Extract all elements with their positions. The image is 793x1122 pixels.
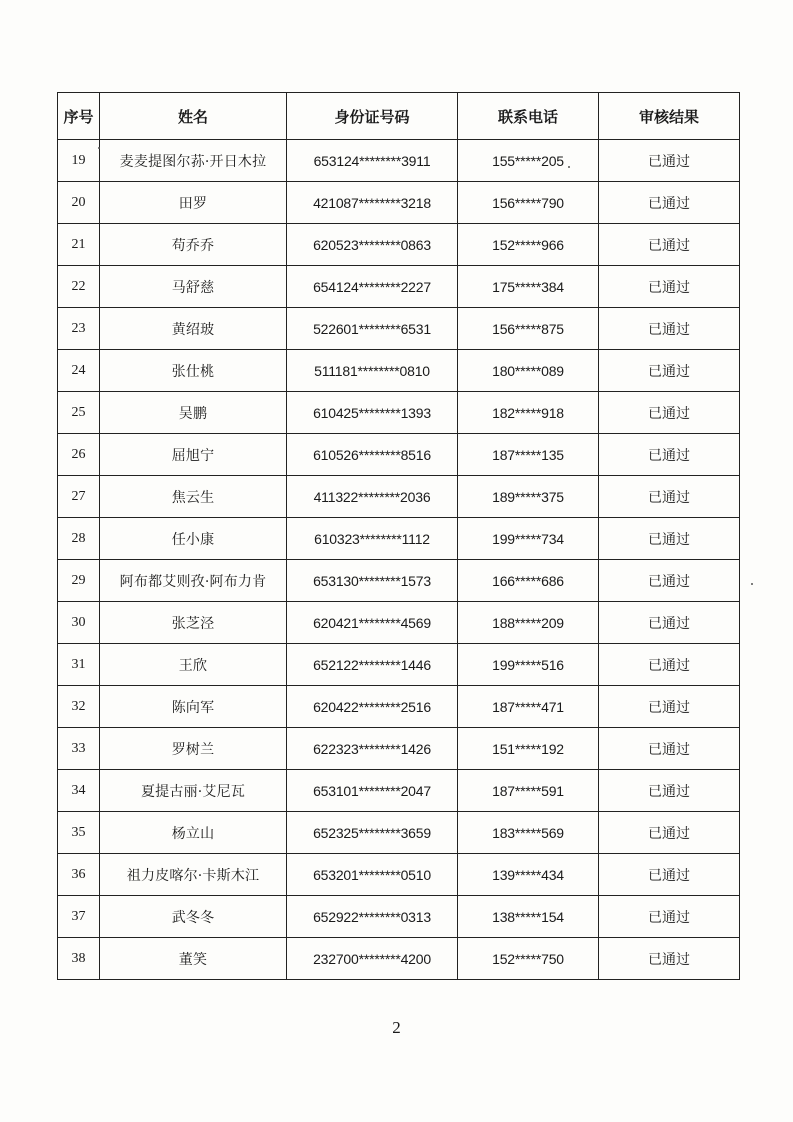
cell-serial-number: 31: [58, 644, 100, 686]
cell-id-number: 610323********1112: [287, 518, 458, 560]
cell-review-result: 已通过: [599, 392, 740, 434]
cell-name: 罗树兰: [100, 728, 287, 770]
cell-name: 焦云生: [100, 476, 287, 518]
table-row: [58, 434, 740, 476]
cell-name: 吴鹏: [100, 392, 287, 434]
cell-phone: 183*****569: [458, 812, 599, 854]
cell-id-number: 511181********0810: [287, 350, 458, 392]
table-row: [58, 728, 740, 770]
table-header-row: [58, 93, 740, 140]
table-row: [58, 266, 740, 308]
cell-id-number: 620422********2516: [287, 686, 458, 728]
cell-id-number: 610526********8516: [287, 434, 458, 476]
cell-id-number: 653124********3911: [287, 140, 458, 182]
table-row: [58, 182, 740, 224]
cell-review-result: 已通过: [599, 938, 740, 980]
cell-review-result: 已通过: [599, 224, 740, 266]
cell-id-number: 620523********0863: [287, 224, 458, 266]
table-row: [58, 896, 740, 938]
cell-serial-number: 27: [58, 476, 100, 518]
cell-id-number: 654124********2227: [287, 266, 458, 308]
cell-name: 董笑: [100, 938, 287, 980]
cell-name: 张芝泾: [100, 602, 287, 644]
cell-serial-number: 38: [58, 938, 100, 980]
cell-name: 田罗: [100, 182, 287, 224]
cell-review-result: 已通过: [599, 644, 740, 686]
cell-phone: 187*****135: [458, 434, 599, 476]
cell-review-result: 已通过: [599, 560, 740, 602]
cell-phone: 156*****790: [458, 182, 599, 224]
cell-id-number: 620421********4569: [287, 602, 458, 644]
cell-serial-number: 34: [58, 770, 100, 812]
cell-name: 陈向军: [100, 686, 287, 728]
cell-id-number: 522601********6531: [287, 308, 458, 350]
header-id-number: 身份证号码: [287, 93, 458, 140]
cell-id-number: 421087********3218: [287, 182, 458, 224]
scan-speck: [568, 166, 570, 168]
cell-phone: 182*****918: [458, 392, 599, 434]
cell-phone: 156*****875: [458, 308, 599, 350]
cell-name: 马舒慈: [100, 266, 287, 308]
cell-name: 王欣: [100, 644, 287, 686]
cell-phone: 139*****434: [458, 854, 599, 896]
table-row: [58, 644, 740, 686]
table-row: [58, 938, 740, 980]
cell-name: 麦麦提图尔荪·开日木拉: [100, 140, 287, 182]
cell-serial-number: 21: [58, 224, 100, 266]
cell-id-number: 622323********1426: [287, 728, 458, 770]
cell-review-result: 已通过: [599, 266, 740, 308]
table-row: [58, 140, 740, 182]
cell-serial-number: 28: [58, 518, 100, 560]
cell-serial-number: 24: [58, 350, 100, 392]
table-row: [58, 686, 740, 728]
cell-serial-number: 26: [58, 434, 100, 476]
table-body: [58, 140, 740, 980]
cell-phone: 166*****686: [458, 560, 599, 602]
cell-review-result: 已通过: [599, 854, 740, 896]
cell-review-result: 已通过: [599, 434, 740, 476]
cell-id-number: 652325********3659: [287, 812, 458, 854]
cell-review-result: 已通过: [599, 728, 740, 770]
table-row: [58, 350, 740, 392]
cell-id-number: 653130********1573: [287, 560, 458, 602]
cell-name: 祖力皮喀尔·卡斯木江: [100, 854, 287, 896]
header-name: 姓名: [100, 93, 287, 140]
cell-review-result: 已通过: [599, 518, 740, 560]
scan-speck: [751, 583, 753, 585]
cell-review-result: 已通过: [599, 812, 740, 854]
cell-phone: 152*****750: [458, 938, 599, 980]
cell-review-result: 已通过: [599, 140, 740, 182]
cell-id-number: 232700********4200: [287, 938, 458, 980]
scan-speck: [98, 147, 100, 149]
cell-review-result: 已通过: [599, 686, 740, 728]
cell-phone: 138*****154: [458, 896, 599, 938]
cell-phone: 155*****205: [458, 140, 599, 182]
cell-name: 黄绍玻: [100, 308, 287, 350]
cell-name: 苟乔乔: [100, 224, 287, 266]
cell-name: 张仕桃: [100, 350, 287, 392]
cell-serial-number: 33: [58, 728, 100, 770]
cell-review-result: 已通过: [599, 770, 740, 812]
cell-id-number: 653101********2047: [287, 770, 458, 812]
cell-phone: 187*****591: [458, 770, 599, 812]
table-row: [58, 308, 740, 350]
cell-serial-number: 20: [58, 182, 100, 224]
table-row: [58, 476, 740, 518]
table-row: [58, 224, 740, 266]
header-serial-number: 序号: [58, 93, 100, 140]
cell-name: 屈旭宁: [100, 434, 287, 476]
cell-review-result: 已通过: [599, 476, 740, 518]
page-number: 2: [392, 1018, 401, 1037]
cell-id-number: 653201********0510: [287, 854, 458, 896]
cell-name: 任小康: [100, 518, 287, 560]
cell-review-result: 已通过: [599, 896, 740, 938]
cell-serial-number: 19: [58, 140, 100, 182]
table-row: [58, 770, 740, 812]
cell-id-number: 652922********0313: [287, 896, 458, 938]
cell-phone: 152*****966: [458, 224, 599, 266]
cell-review-result: 已通过: [599, 350, 740, 392]
header-review-result: 审核结果: [599, 93, 740, 140]
table-row: [58, 518, 740, 560]
cell-review-result: 已通过: [599, 308, 740, 350]
cell-review-result: 已通过: [599, 602, 740, 644]
cell-serial-number: 32: [58, 686, 100, 728]
cell-serial-number: 25: [58, 392, 100, 434]
table-row: [58, 392, 740, 434]
table-row: [58, 854, 740, 896]
header-phone: 联系电话: [458, 93, 599, 140]
cell-id-number: 411322********2036: [287, 476, 458, 518]
cell-serial-number: 22: [58, 266, 100, 308]
cell-id-number: 652122********1446: [287, 644, 458, 686]
cell-name: 夏提古丽·艾尼瓦: [100, 770, 287, 812]
table-row: [58, 602, 740, 644]
cell-phone: 189*****375: [458, 476, 599, 518]
cell-phone: 199*****516: [458, 644, 599, 686]
cell-review-result: 已通过: [599, 182, 740, 224]
review-results-table: [57, 92, 740, 980]
cell-serial-number: 30: [58, 602, 100, 644]
cell-phone: 180*****089: [458, 350, 599, 392]
cell-name: 阿布都艾则孜·阿布力肯: [100, 560, 287, 602]
cell-name: 武冬冬: [100, 896, 287, 938]
table-row: [58, 812, 740, 854]
cell-serial-number: 23: [58, 308, 100, 350]
cell-phone: 175*****384: [458, 266, 599, 308]
cell-serial-number: 35: [58, 812, 100, 854]
cell-phone: 188*****209: [458, 602, 599, 644]
cell-phone: 151*****192: [458, 728, 599, 770]
cell-phone: 199*****734: [458, 518, 599, 560]
cell-name: 杨立山: [100, 812, 287, 854]
table-row: [58, 560, 740, 602]
cell-serial-number: 36: [58, 854, 100, 896]
cell-id-number: 610425********1393: [287, 392, 458, 434]
cell-serial-number: 29: [58, 560, 100, 602]
cell-serial-number: 37: [58, 896, 100, 938]
cell-phone: 187*****471: [458, 686, 599, 728]
